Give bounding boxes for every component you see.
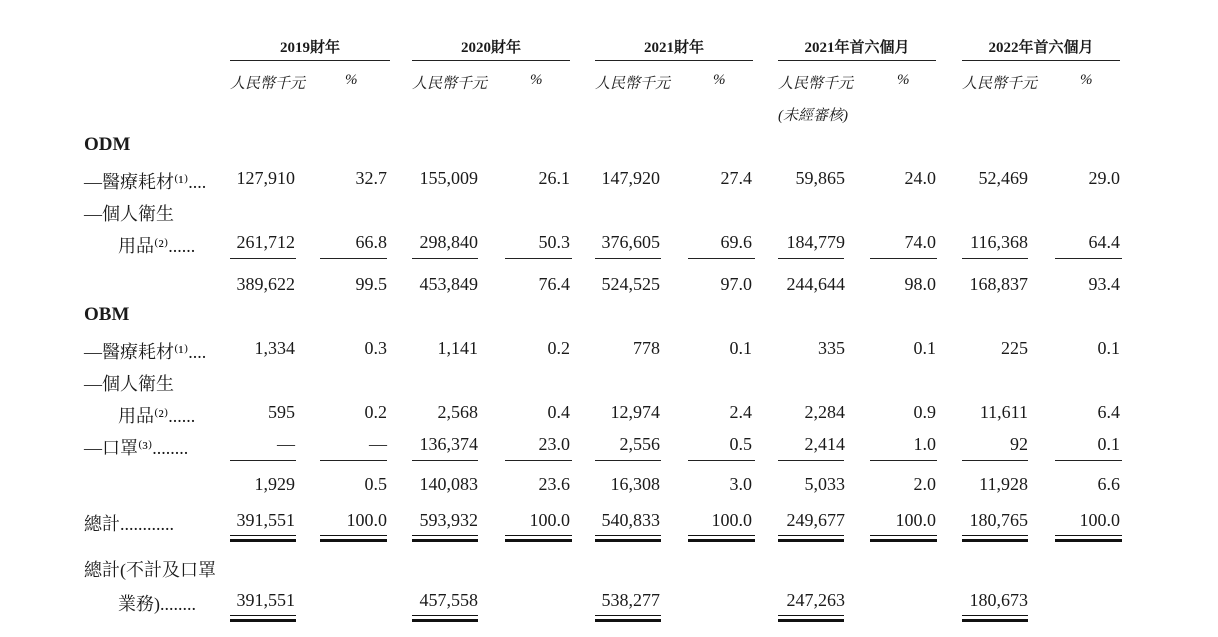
table-cell-percent: 2.0: [913, 474, 936, 494]
total-double-rule: [320, 535, 387, 542]
total-double-rule: [778, 535, 844, 542]
table-cell-percent: 26.1: [538, 168, 570, 188]
table-cell-percent: 23.0: [538, 434, 570, 454]
table-cell-percent: 100.0: [529, 510, 570, 530]
subtotal-rule: [230, 258, 296, 259]
row-label-total-excl-cont: 業務)........: [118, 594, 196, 614]
subtotal-rule: [870, 460, 937, 461]
table-cell-amount: 140,083: [419, 474, 478, 494]
table-cell-percent: 50.3: [538, 232, 570, 252]
table-cell-amount: 12,974: [610, 402, 660, 422]
table-cell-percent: 100.0: [346, 510, 387, 530]
total-excl-double-rule: [962, 615, 1028, 622]
rmb-unit-label: 人民幣千元: [230, 76, 306, 92]
table-cell-percent: 76.4: [538, 274, 570, 294]
table-cell-percent: 0.1: [913, 338, 936, 358]
subtotal-rule: [505, 258, 572, 259]
total-double-rule: [505, 535, 572, 542]
subtotal-rule: [412, 258, 478, 259]
table-cell-amount: 298,840: [419, 232, 478, 252]
table-cell-amount: 180,765: [969, 510, 1028, 530]
subtotal-rule: [595, 460, 661, 461]
subtotal-rule: [962, 460, 1028, 461]
percent-label: %: [530, 72, 543, 88]
table-cell-amount: —: [277, 434, 295, 454]
subtotal-rule: [778, 460, 844, 461]
table-cell-amount: 184,779: [786, 232, 845, 252]
rmb-unit-label: 人民幣千元: [778, 76, 854, 92]
table-cell-percent: 27.4: [720, 168, 752, 188]
total-double-rule: [1055, 535, 1122, 542]
table-cell-amount: 127,910: [236, 168, 295, 188]
subtotal-rule: [320, 460, 387, 461]
table-cell-percent: 24.0: [904, 168, 936, 188]
table-cell-amount: 1,141: [437, 338, 478, 358]
table-cell-percent: 99.5: [355, 274, 387, 294]
unaudited-label: (未經審核): [778, 108, 848, 124]
header-rule: [595, 60, 753, 61]
section-title-obm: OBM: [84, 304, 130, 325]
total-double-rule: [595, 535, 661, 542]
table-cell-percent: —: [369, 434, 387, 454]
subtotal-rule: [962, 258, 1028, 259]
row-label-obm-personal: —個人衛生: [84, 374, 174, 394]
table-cell-amount: 540,833: [601, 510, 660, 530]
header-rule: [962, 60, 1120, 61]
table-cell-amount: 11,611: [979, 402, 1028, 422]
header-rule: [778, 60, 936, 61]
subtotal-rule: [870, 258, 937, 259]
row-label-total: 總計............: [84, 514, 174, 534]
table-cell-amount: 2,556: [619, 434, 660, 454]
table-cell-percent: 100.0: [895, 510, 936, 530]
table-cell-amount: 59,865: [795, 168, 845, 188]
total-double-rule: [870, 535, 937, 542]
row-label-total-excl: 總計(不計及口罩: [84, 560, 216, 580]
total-excl-double-rule: [230, 615, 296, 622]
period-header-2020: 2020財年: [460, 40, 521, 56]
table-cell-amount: 155,009: [419, 168, 478, 188]
subtotal-rule: [505, 460, 572, 461]
subtotal-rule: [412, 460, 478, 461]
table-cell-amount: 225: [1001, 338, 1028, 358]
table-cell-amount: 2,568: [437, 402, 478, 422]
table-cell-percent: 100.0: [1079, 510, 1120, 530]
period-header-2021: 2021財年: [643, 40, 704, 56]
table-cell-percent: 0.2: [547, 338, 570, 358]
table-cell-percent: 3.0: [729, 474, 752, 494]
total-excl-double-rule: [595, 615, 661, 622]
table-cell-percent: 0.5: [364, 474, 387, 494]
subtotal-rule: [320, 258, 387, 259]
subtotal-rule: [778, 258, 844, 259]
table-cell-amount: 524,525: [601, 274, 660, 294]
table-cell-amount: 2,284: [804, 402, 845, 422]
row-label-obm-personal-cont: 用品⁽²⁾......: [118, 406, 196, 426]
table-cell-amount: 92: [1010, 434, 1028, 454]
percent-label: %: [345, 72, 358, 88]
table-cell-amount: 244,644: [786, 274, 845, 294]
table-cell-percent: 32.7: [355, 168, 387, 188]
table-cell-amount: 538,277: [601, 590, 660, 610]
table-cell-amount: 389,622: [236, 274, 295, 294]
table-cell-amount: 116,368: [970, 232, 1028, 252]
table-cell-amount: 595: [268, 402, 295, 422]
table-cell-amount: 453,849: [419, 274, 478, 294]
percent-label: %: [897, 72, 910, 88]
table-cell-percent: 98.0: [904, 274, 936, 294]
table-cell-percent: 97.0: [720, 274, 752, 294]
table-cell-amount: 147,920: [601, 168, 660, 188]
table-cell-amount: 457,558: [419, 590, 478, 610]
row-label-obm-medical: —醫療耗材⁽¹⁾....: [84, 342, 207, 362]
total-double-rule: [962, 535, 1028, 542]
table-cell-percent: 74.0: [904, 232, 936, 252]
table-cell-percent: 64.4: [1088, 232, 1120, 252]
table-cell-amount: 247,263: [786, 590, 845, 610]
table-cell-amount: 391,551: [236, 590, 295, 610]
table-cell-percent: 6.6: [1097, 474, 1120, 494]
subtotal-rule: [688, 258, 755, 259]
table-cell-percent: 66.8: [355, 232, 387, 252]
table-cell-amount: 261,712: [236, 232, 295, 252]
table-cell-percent: 0.2: [364, 402, 387, 422]
subtotal-rule: [595, 258, 661, 259]
table-cell-percent: 100.0: [711, 510, 752, 530]
table-cell-percent: 0.5: [729, 434, 752, 454]
total-excl-double-rule: [412, 615, 478, 622]
table-cell-amount: 249,677: [786, 510, 845, 530]
subtotal-rule: [688, 460, 755, 461]
rmb-unit-label: 人民幣千元: [595, 76, 671, 92]
period-header-2019: 2019財年: [279, 40, 340, 56]
table-cell-percent: 0.3: [364, 338, 387, 358]
table-cell-percent: 23.6: [538, 474, 570, 494]
row-label-obm-masks: —口罩⁽³⁾........: [84, 438, 189, 458]
table-cell-percent: 0.4: [547, 402, 570, 422]
table-cell-percent: 0.1: [1097, 434, 1120, 454]
table-cell-percent: 2.4: [729, 402, 752, 422]
row-label-odm-medical: —醫療耗材⁽¹⁾....: [84, 172, 207, 192]
table-cell-amount: 1,929: [254, 474, 295, 494]
row-label-odm-personal: —個人衛生: [84, 204, 174, 224]
table-cell-percent: 0.9: [913, 402, 936, 422]
rmb-unit-label: 人民幣千元: [412, 76, 488, 92]
table-cell-amount: 16,308: [610, 474, 660, 494]
table-cell-amount: 1,334: [254, 338, 295, 358]
table-cell-percent: 6.4: [1097, 402, 1120, 422]
table-cell-percent: 69.6: [720, 232, 752, 252]
table-cell-amount: 11,928: [979, 474, 1028, 494]
table-cell-amount: 5,033: [804, 474, 845, 494]
total-double-rule: [230, 535, 296, 542]
percent-label: %: [1080, 72, 1093, 88]
row-label-odm-personal-cont: 用品⁽²⁾......: [118, 236, 196, 256]
table-cell-amount: 180,673: [969, 590, 1028, 610]
subtotal-rule: [1055, 460, 1122, 461]
table-cell-percent: 0.1: [1097, 338, 1120, 358]
period-header-2021-h1: 2021年首六個月: [804, 40, 910, 56]
table-cell-amount: 52,469: [978, 168, 1028, 188]
section-title-odm: ODM: [84, 134, 131, 155]
table-cell-amount: 593,932: [419, 510, 478, 530]
rmb-unit-label: 人民幣千元: [962, 76, 1038, 92]
table-cell-amount: 168,837: [969, 274, 1028, 294]
table-cell-percent: 93.4: [1088, 274, 1120, 294]
table-cell-percent: 29.0: [1088, 168, 1120, 188]
table-cell-amount: 335: [818, 338, 845, 358]
table-cell-percent: 1.0: [913, 434, 936, 454]
total-double-rule: [688, 535, 755, 542]
header-rule: [412, 60, 570, 61]
table-cell-amount: 136,374: [419, 434, 478, 454]
subtotal-rule: [230, 460, 296, 461]
table-cell-percent: 0.1: [729, 338, 752, 358]
table-cell-amount: 391,551: [236, 510, 295, 530]
percent-label: %: [713, 72, 726, 88]
period-header-2022-h1: 2022年首六個月: [988, 40, 1094, 56]
subtotal-rule: [1055, 258, 1122, 259]
table-cell-amount: 376,605: [601, 232, 660, 252]
table-cell-amount: 778: [633, 338, 660, 358]
table-cell-amount: 2,414: [804, 434, 845, 454]
total-double-rule: [412, 535, 478, 542]
header-rule: [230, 60, 390, 61]
total-excl-double-rule: [778, 615, 844, 622]
